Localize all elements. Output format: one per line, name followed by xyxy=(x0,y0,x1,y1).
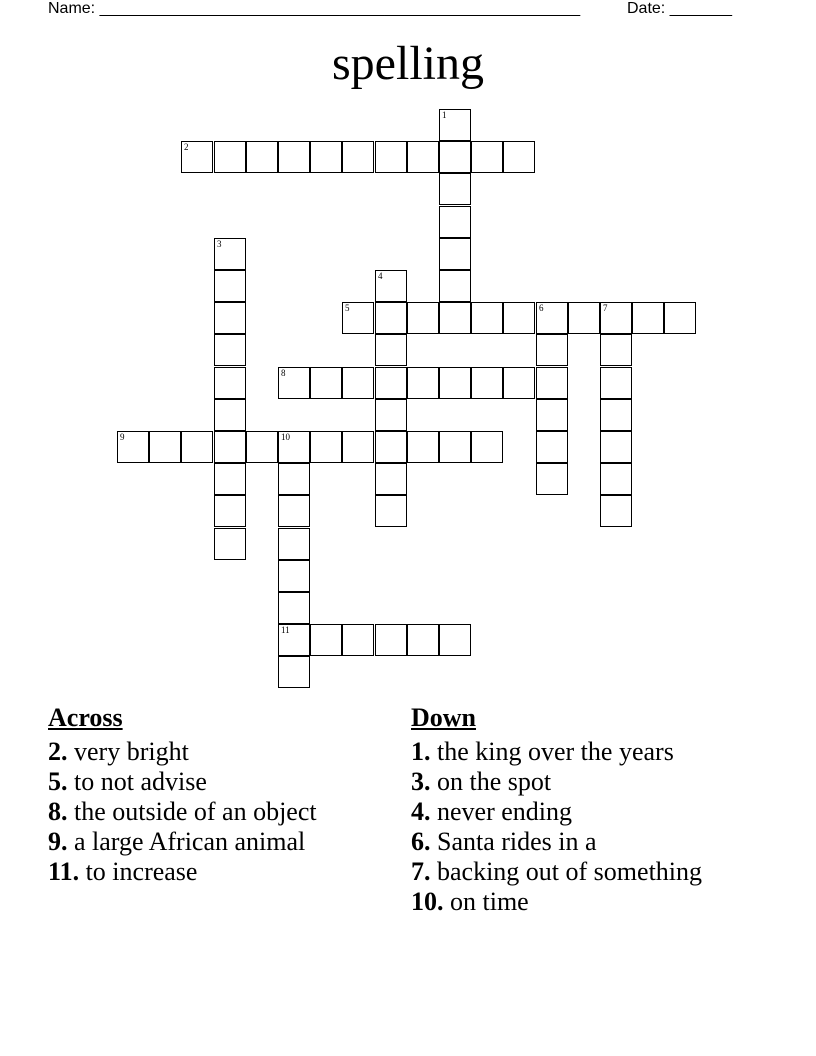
name-field: Name: ______________________________________________________ xyxy=(48,0,581,17)
crossword-cell[interactable] xyxy=(471,302,503,334)
clue-number-label: 6 xyxy=(539,303,544,313)
crossword-cell[interactable] xyxy=(181,431,213,463)
crossword-cell[interactable] xyxy=(278,592,310,624)
crossword-cell[interactable] xyxy=(439,238,471,270)
crossword-cell[interactable] xyxy=(600,334,632,366)
crossword-cell[interactable] xyxy=(439,141,471,173)
clue-number: 8. xyxy=(48,797,68,826)
crossword-cell[interactable] xyxy=(278,528,310,560)
crossword-cell[interactable] xyxy=(342,431,374,463)
crossword-cell[interactable] xyxy=(471,431,503,463)
clue-number-label: 11 xyxy=(281,625,290,635)
crossword-cell[interactable] xyxy=(407,431,439,463)
down-clue xyxy=(411,857,741,887)
crossword-cell[interactable] xyxy=(568,302,600,334)
crossword-cell[interactable] xyxy=(503,367,535,399)
clue-number: 9. xyxy=(48,827,68,856)
clue-number-label: 1 xyxy=(442,110,447,120)
crossword-cell[interactable] xyxy=(278,560,310,592)
crossword-cell[interactable] xyxy=(342,624,374,656)
crossword-cell[interactable] xyxy=(214,238,246,270)
clue-number-label: 3 xyxy=(217,239,222,249)
crossword-cell[interactable] xyxy=(246,141,278,173)
crossword-cell[interactable] xyxy=(439,302,471,334)
crossword-cell[interactable] xyxy=(536,463,568,495)
clue-number-label: 8 xyxy=(281,368,286,378)
clue-number: 4. xyxy=(411,797,431,826)
crossword-cell[interactable] xyxy=(278,463,310,495)
crossword-cell[interactable] xyxy=(310,431,342,463)
crossword-cell[interactable] xyxy=(214,270,246,302)
crossword-cell[interactable] xyxy=(278,431,310,463)
clue-text: to increase xyxy=(79,857,198,886)
crossword-cell[interactable] xyxy=(536,334,568,366)
clue-number: 3. xyxy=(411,767,431,796)
crossword-cell[interactable] xyxy=(375,141,407,173)
crossword-cell[interactable] xyxy=(439,270,471,302)
crossword-cell[interactable] xyxy=(214,463,246,495)
clue-text: Santa rides in a xyxy=(430,827,597,856)
across-clue xyxy=(48,767,388,797)
crossword-cell[interactable] xyxy=(278,367,310,399)
crossword-cell[interactable] xyxy=(600,431,632,463)
down-clue xyxy=(411,797,741,827)
clue-text: the outside of an object xyxy=(67,797,317,826)
crossword-cell[interactable] xyxy=(117,431,149,463)
crossword-cell[interactable] xyxy=(375,302,407,334)
crossword-cell[interactable] xyxy=(342,141,374,173)
crossword-cell[interactable] xyxy=(407,302,439,334)
across-clue xyxy=(48,797,388,827)
crossword-cell[interactable] xyxy=(439,431,471,463)
crossword-cell[interactable] xyxy=(375,431,407,463)
crossword-cell[interactable] xyxy=(536,431,568,463)
down-heading: Down xyxy=(411,703,477,732)
crossword-cell[interactable] xyxy=(407,141,439,173)
crossword-cell[interactable] xyxy=(181,141,213,173)
crossword-cell[interactable] xyxy=(600,399,632,431)
crossword-cell[interactable] xyxy=(342,302,374,334)
crossword-cell[interactable] xyxy=(214,334,246,366)
crossword-cell[interactable] xyxy=(439,173,471,205)
clue-text: on time xyxy=(443,887,529,916)
crossword-cell[interactable] xyxy=(310,367,342,399)
crossword-cell[interactable] xyxy=(471,367,503,399)
clue-text: never ending xyxy=(430,797,573,826)
crossword-cell[interactable] xyxy=(278,141,310,173)
clue-number: 10. xyxy=(411,887,444,916)
crossword-cell[interactable] xyxy=(664,302,696,334)
crossword-cell[interactable] xyxy=(375,463,407,495)
crossword-cell[interactable] xyxy=(214,141,246,173)
across-clues xyxy=(48,703,388,887)
across-clue xyxy=(48,737,388,767)
clue-number: 6. xyxy=(411,827,431,856)
crossword-cell[interactable] xyxy=(310,624,342,656)
crossword-cell[interactable] xyxy=(375,624,407,656)
down-clue xyxy=(411,887,741,917)
crossword-cell[interactable] xyxy=(632,302,664,334)
clue-number-label: 9 xyxy=(120,432,125,442)
clue-text: on the spot xyxy=(430,767,552,796)
crossword-cell[interactable] xyxy=(214,431,246,463)
crossword-cell[interactable] xyxy=(536,302,568,334)
crossword-cell[interactable] xyxy=(439,109,471,141)
crossword-cell[interactable] xyxy=(600,495,632,527)
crossword-cell[interactable] xyxy=(439,624,471,656)
across-heading: Across xyxy=(48,703,123,732)
crossword-cell[interactable] xyxy=(439,206,471,238)
crossword-cell[interactable] xyxy=(278,495,310,527)
crossword-cell[interactable] xyxy=(214,528,246,560)
clue-text: very bright xyxy=(67,737,189,766)
clue-number: 2. xyxy=(48,737,68,766)
clue-text: the king over the years xyxy=(430,737,674,766)
date-field: Date: _______ xyxy=(627,0,732,17)
crossword-cell[interactable] xyxy=(600,367,632,399)
down-clue xyxy=(411,767,741,797)
crossword-cell[interactable] xyxy=(246,431,278,463)
crossword-cell[interactable] xyxy=(310,141,342,173)
across-clue xyxy=(48,827,388,857)
crossword-cell[interactable] xyxy=(600,302,632,334)
crossword-cell[interactable] xyxy=(214,302,246,334)
crossword-cell[interactable] xyxy=(471,141,503,173)
clue-number: 5. xyxy=(48,767,68,796)
crossword-cell[interactable] xyxy=(375,495,407,527)
crossword-cell[interactable] xyxy=(375,367,407,399)
crossword-cell[interactable] xyxy=(407,624,439,656)
clue-number-label: 2 xyxy=(184,142,189,152)
crossword-cell[interactable] xyxy=(375,334,407,366)
crossword-cell[interactable] xyxy=(407,367,439,399)
down-clues xyxy=(411,703,741,917)
crossword-cell[interactable] xyxy=(375,399,407,431)
down-clue xyxy=(411,827,741,857)
crossword-cell[interactable] xyxy=(214,367,246,399)
clue-number: 7. xyxy=(411,857,431,886)
crossword-cell[interactable] xyxy=(503,141,535,173)
crossword-cell[interactable] xyxy=(375,270,407,302)
crossword-cell[interactable] xyxy=(214,399,246,431)
crossword-cell[interactable] xyxy=(536,399,568,431)
clue-number: 11. xyxy=(48,857,80,886)
crossword-cell[interactable] xyxy=(503,302,535,334)
clue-text: to not advise xyxy=(67,767,207,796)
clue-text: a large African animal xyxy=(67,827,306,856)
clue-number-label: 10 xyxy=(281,432,290,442)
crossword-cell[interactable] xyxy=(278,656,310,688)
crossword-cell[interactable] xyxy=(149,431,181,463)
clue-number-label: 7 xyxy=(603,303,608,313)
crossword-cell[interactable] xyxy=(342,367,374,399)
page-title: spelling xyxy=(332,37,484,90)
clue-number: 1. xyxy=(411,737,431,766)
crossword-cell[interactable] xyxy=(278,624,310,656)
crossword-cell[interactable] xyxy=(536,367,568,399)
crossword-cell[interactable] xyxy=(439,367,471,399)
crossword-cell[interactable] xyxy=(214,495,246,527)
across-clue xyxy=(48,857,388,887)
clue-number-label: 4 xyxy=(378,271,383,281)
crossword-cell[interactable] xyxy=(600,463,632,495)
clue-number-label: 5 xyxy=(345,303,350,313)
down-clue xyxy=(411,737,741,767)
clue-text: backing out of something xyxy=(430,857,703,886)
